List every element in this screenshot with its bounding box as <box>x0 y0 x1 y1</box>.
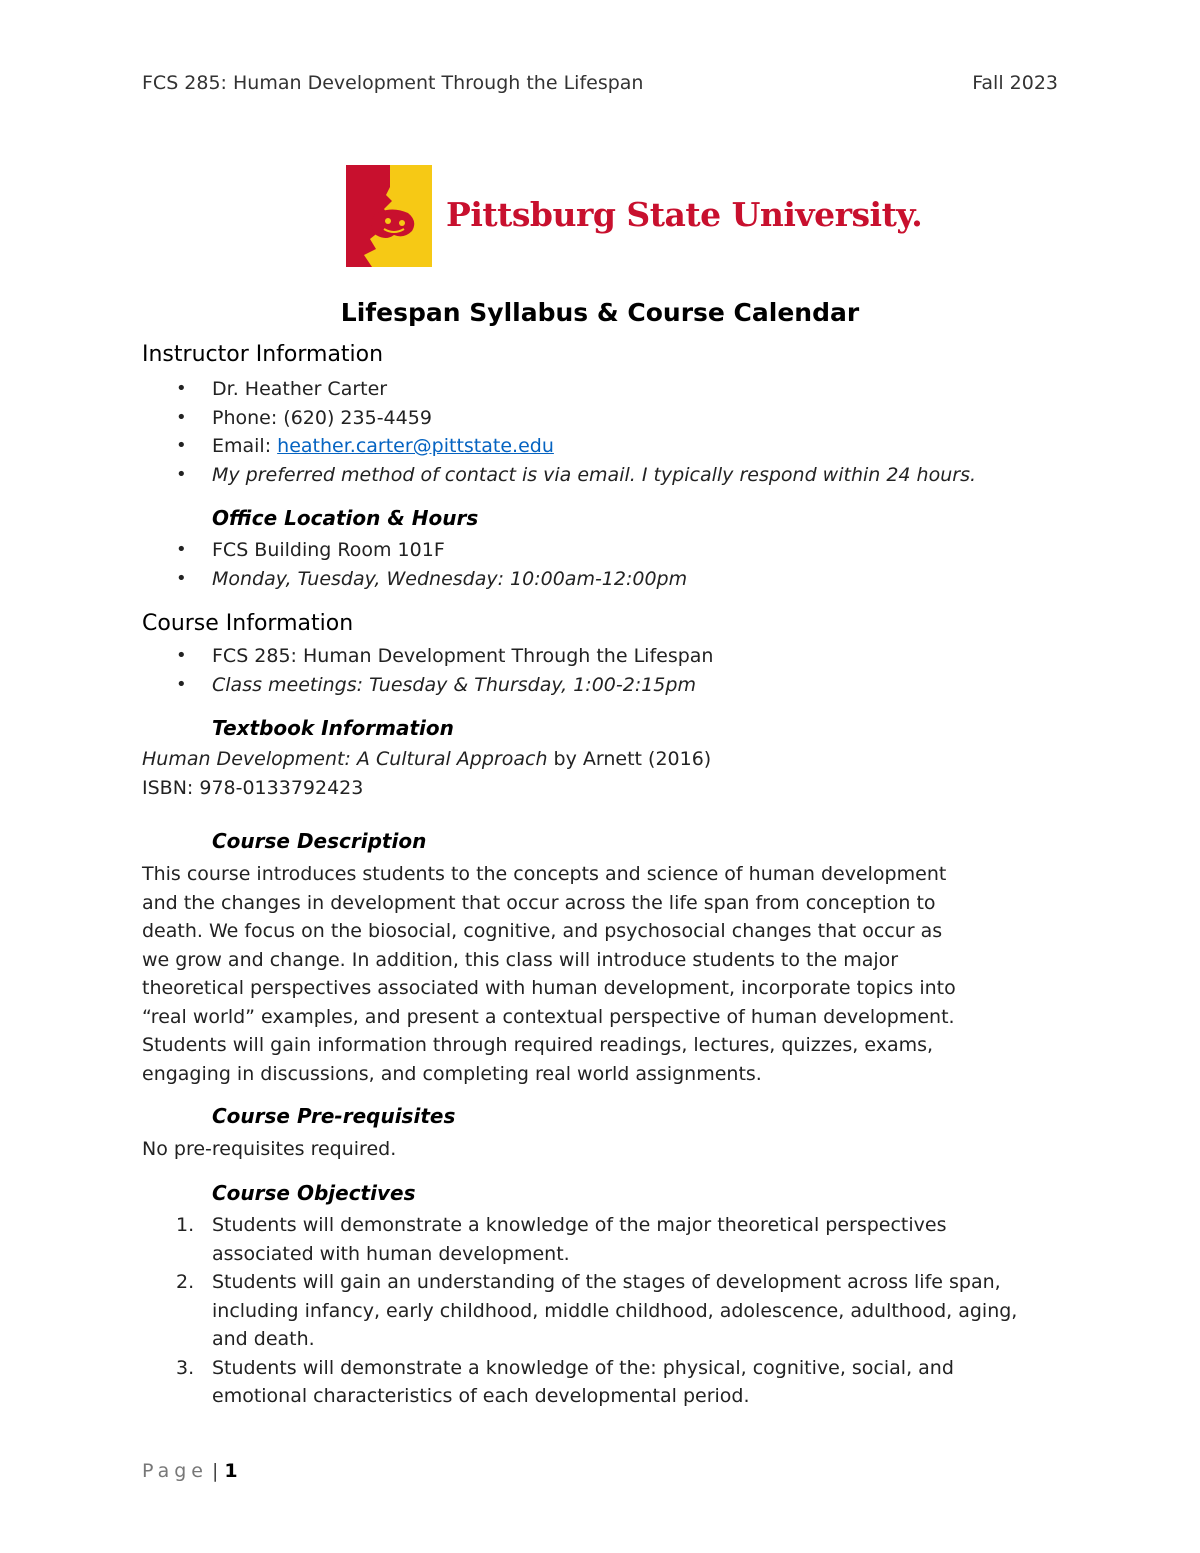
description-heading: Course Description <box>212 829 427 853</box>
course-name: • FCS 285: Human Development Through the Lifespan <box>142 642 1062 671</box>
page-title: Lifespan Syllabus & Course Calendar <box>340 298 860 327</box>
textbook-isbn: ISBN: 978-0133792423 <box>142 776 364 799</box>
contact-note: • My preferred method of contact is via email. I typically respond within 24 hours. <box>142 461 1062 490</box>
prereq-text: No pre-requisites required. <box>142 1138 397 1160</box>
university-name: Pittsburg State University. <box>446 195 923 234</box>
header-term: Fall 2023 <box>972 72 1058 94</box>
textbook-heading: Textbook Information <box>212 716 454 740</box>
textbook-title: Human Development: A Cultural Approach <box>142 748 548 770</box>
instructor-heading: Instructor Information <box>142 342 384 367</box>
email-label: Email: <box>212 435 278 457</box>
instructor-name: • Dr. Heather Carter <box>142 375 1062 404</box>
textbook-info <box>142 745 1042 802</box>
footer-separator: | <box>212 1460 219 1482</box>
course-description: This course introduces students to the concepts and science of human development and the changes in development that occur across the life span from conception to death. We focus on the biosocial, cognitive, and psychosocial changes that occur as we grow and change. In addition, this class will introduce students to the major theoretical perspectives associated with human development, incorporate topics into “real world” examples, and present a contextual perspective of human development. Students will gain information through required readings, lectures, quizzes, exams, engaging in discussions, and completing real world assignments. <box>142 863 956 1085</box>
gorilla-mascot-icon <box>346 165 432 267</box>
textbook-author: by Arnett (2016) <box>547 748 712 770</box>
page-number: 1 <box>224 1460 238 1482</box>
objectives-heading: Course Objectives <box>212 1181 416 1205</box>
instructor-phone: • Phone: (620) 235-4459 <box>142 404 1062 433</box>
office-hours: • Monday, Tuesday, Wednesday: 10:00am-12:00pm <box>142 565 1062 594</box>
office-list <box>142 536 1062 593</box>
email-link[interactable]: heather.carter@pittstate.edu <box>277 435 554 457</box>
page-label: Page <box>142 1460 208 1482</box>
header-course-title: FCS 285: Human Development Through the Lifespan <box>142 72 644 94</box>
class-meetings: • Class meetings: Tuesday & Thursday, 1:00-2:15pm <box>142 671 1062 700</box>
office-heading: Office Location & Hours <box>212 506 479 530</box>
objective-item: 2. Students will gain an understanding of the stages of development across life span, including infancy, early childhood, middle childhood, adolescence, adulthood, aging, and death. <box>176 1271 1018 1350</box>
objective-item: 1. Students will demonstrate a knowledge of the major theoretical perspectives associated with human development. <box>176 1214 947 1265</box>
objectives-list <box>142 1211 1062 1411</box>
prereq-heading: Course Pre-requisites <box>212 1104 456 1128</box>
instructor-list <box>142 375 1062 489</box>
objective-item: 3. Students will demonstrate a knowledge of the: physical, cognitive, social, and emotional characteristics of each developmental period. <box>176 1356 954 1407</box>
instructor-email-item <box>142 432 1062 461</box>
university-logo <box>346 165 923 269</box>
course-heading: Course Information <box>142 611 354 636</box>
course-list <box>142 642 1062 699</box>
office-location: • FCS Building Room 101F <box>142 536 1062 565</box>
page-footer <box>142 1460 238 1482</box>
